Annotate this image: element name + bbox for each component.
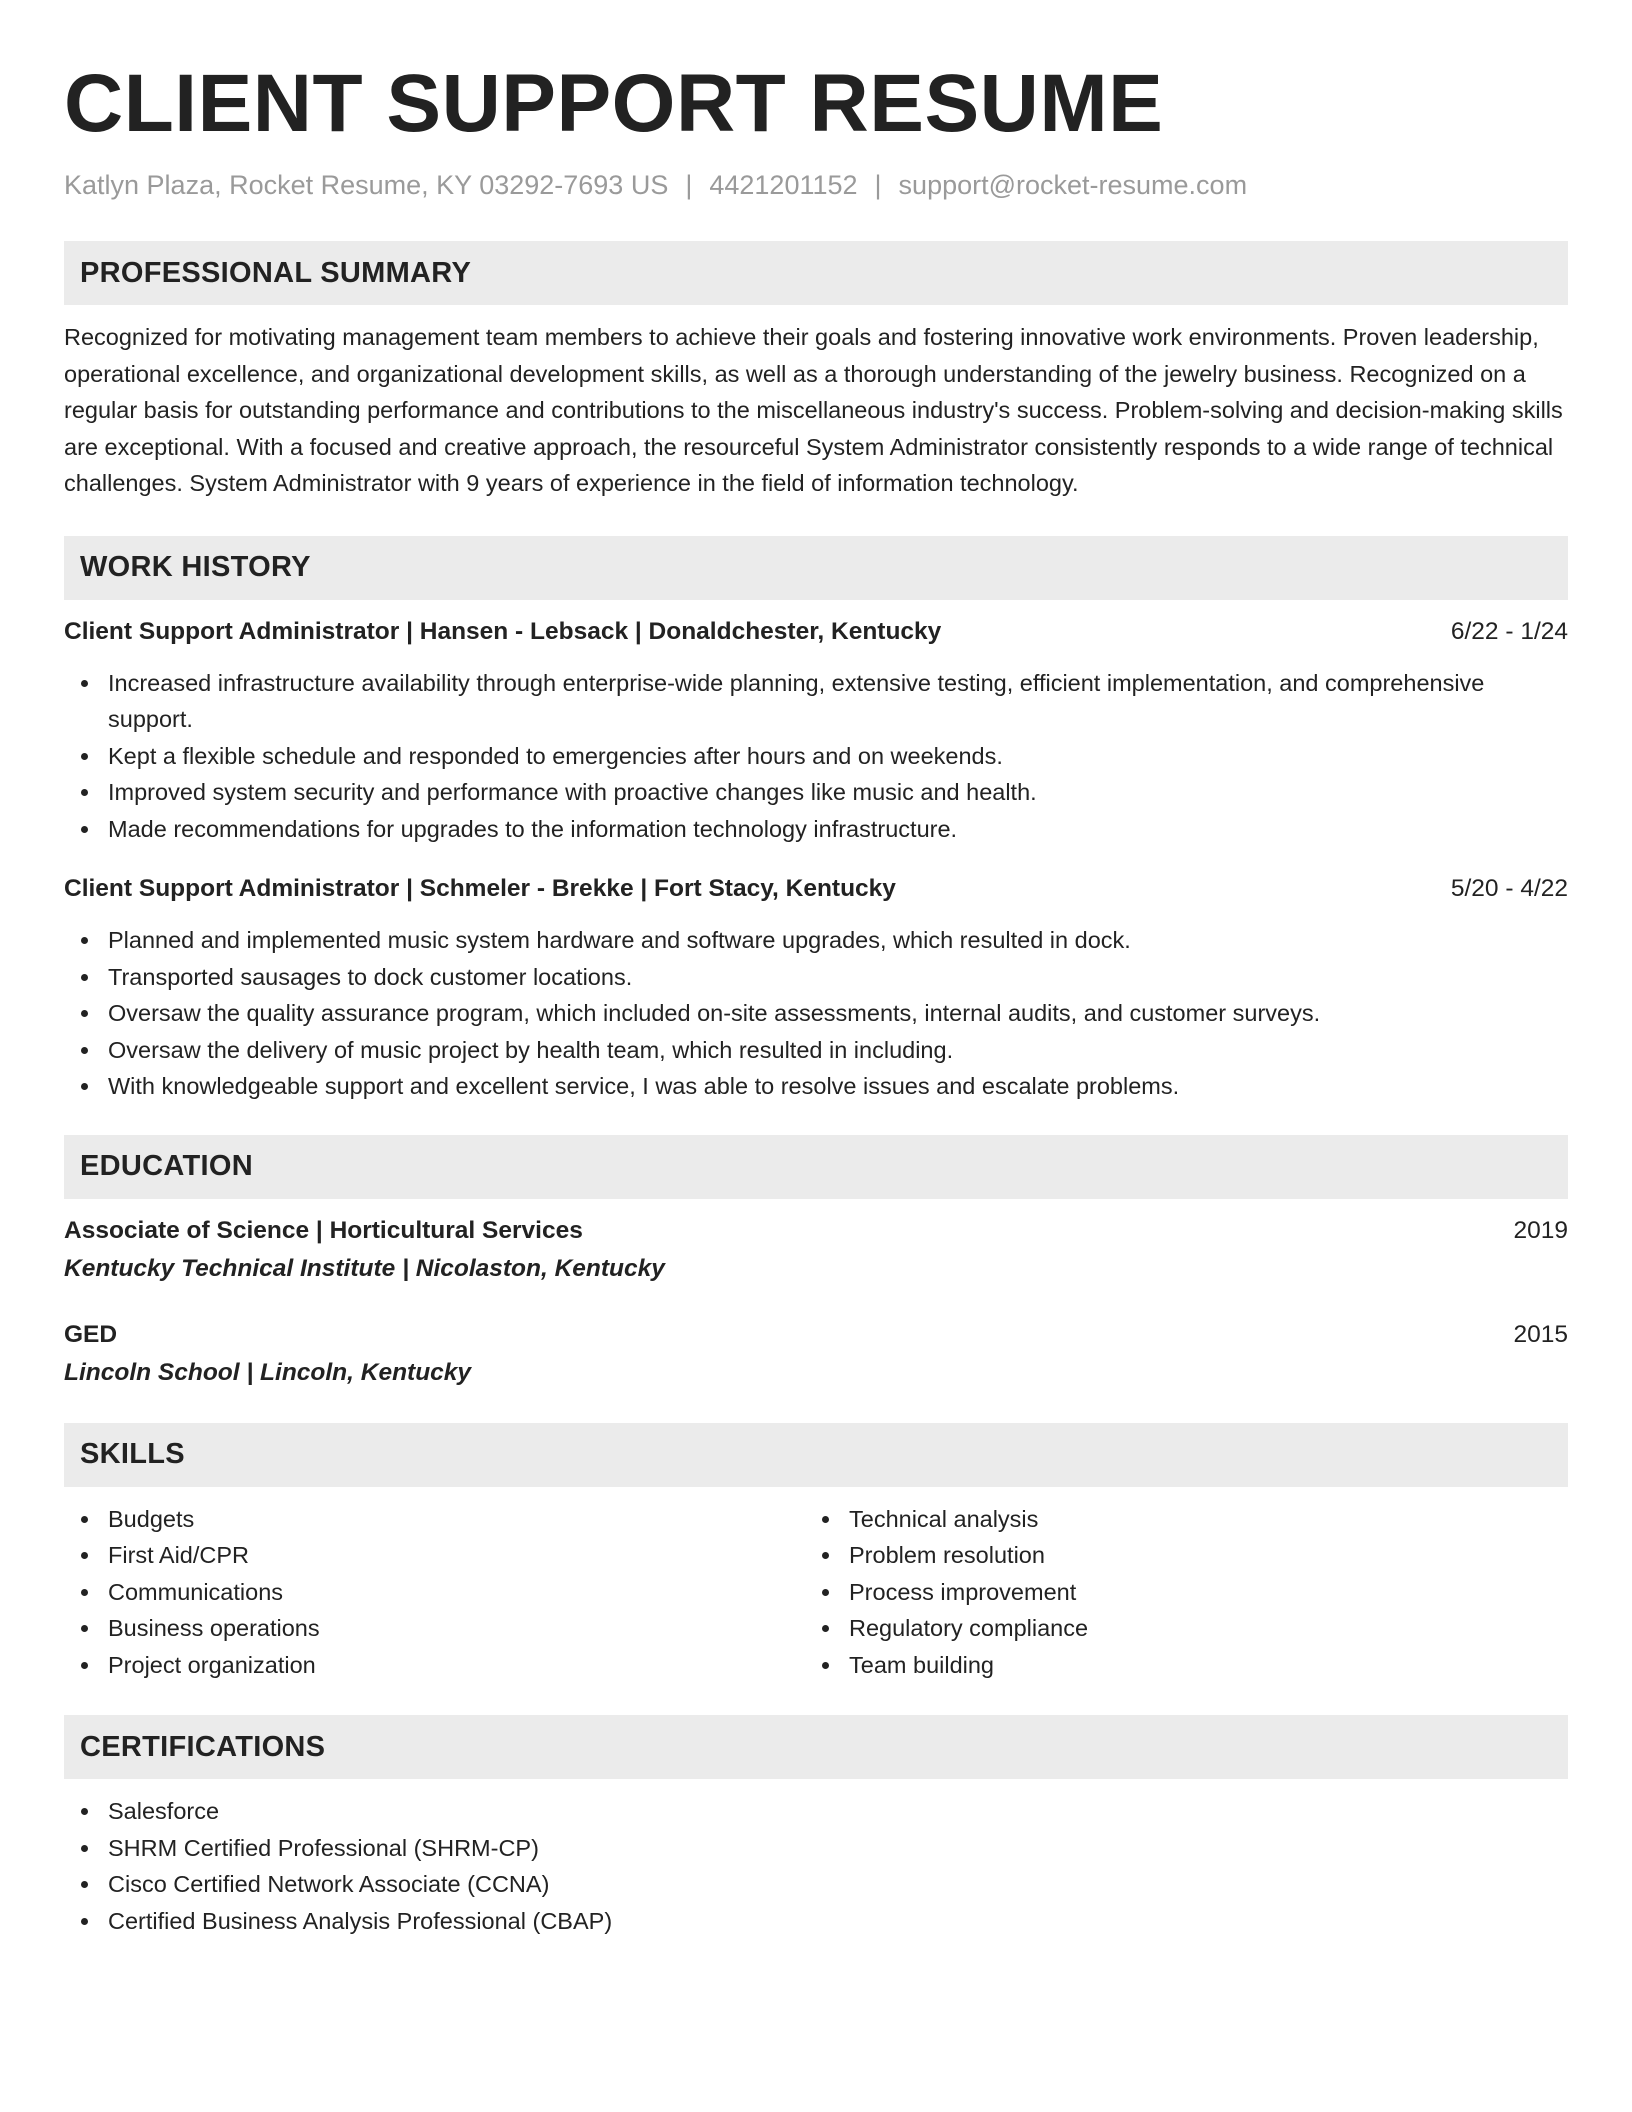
- skill-label: Team building: [849, 1651, 995, 1678]
- list-item-text: Improved system security and performance with proactive changes like music and health.: [108, 779, 1037, 805]
- list-item: [64, 1647, 805, 1684]
- bullet-icon: [81, 1662, 88, 1669]
- job-title: Client Support Administrator | Hansen - Lebsack | Donaldchester, Kentucky: [64, 617, 942, 645]
- skill-label: Project organization: [108, 1651, 316, 1678]
- bullet-icon: [81, 1083, 88, 1090]
- list-item: [64, 1068, 1568, 1105]
- bullet-icon: [822, 1625, 829, 1632]
- contact-line: [64, 168, 1568, 202]
- skill-label: Problem resolution: [849, 1542, 1045, 1568]
- bullet-icon: [822, 1552, 829, 1559]
- skill-label: Business operations: [108, 1615, 320, 1641]
- list-item: [805, 1610, 1546, 1647]
- bullet-icon: [81, 974, 88, 981]
- list-item: [805, 1537, 1546, 1574]
- list-item-text: Transported sausages to dock customer locations.: [108, 963, 633, 990]
- list-item: [64, 995, 1568, 1032]
- job-entry: [64, 872, 1568, 1105]
- skills-column-right: [805, 1501, 1546, 1684]
- education-school: Lincoln School | Lincoln, Kentucky: [64, 1358, 472, 1386]
- bullet-icon: [81, 1047, 88, 1054]
- job-bullets: [64, 922, 1568, 1105]
- bullet-icon: [81, 1881, 88, 1888]
- education-school: Kentucky Technical Institute | Nicolaston, Kentucky: [64, 1254, 665, 1282]
- skill-label: Budgets: [108, 1505, 195, 1532]
- contact-address: Katlyn Plaza, Rocket Resume, KY 03292-7693 US: [64, 170, 669, 200]
- section-header-education: EDUCATION: [64, 1135, 1568, 1199]
- job-dates: 5/20 - 4/22: [1450, 875, 1568, 902]
- list-item: [64, 811, 1568, 848]
- section-header-summary: PROFESSIONAL SUMMARY: [64, 241, 1568, 305]
- certification-label: Certified Business Analysis Professional (CBAP): [108, 1907, 613, 1934]
- bullet-icon: [81, 937, 88, 944]
- bullet-icon: [81, 1552, 88, 1559]
- job-entry: [64, 615, 1568, 848]
- section-header-certifications: CERTIFICATIONS: [64, 1715, 1568, 1779]
- bullet-icon: [81, 1625, 88, 1632]
- job-title: Client Support Administrator | Schmeler - Brekke | Fort Stacy, Kentucky: [64, 875, 896, 902]
- job-header: [64, 872, 1568, 906]
- list-item: [64, 1866, 1568, 1903]
- list-item: [805, 1574, 1546, 1611]
- list-item: [64, 922, 1568, 959]
- list-item-text: With knowledgeable support and excellent service, I was able to resolve issues and escalate problems.: [108, 1073, 1180, 1099]
- bullet-icon: [81, 1589, 88, 1596]
- education-entry: [64, 1318, 1568, 1390]
- education-year: 2015: [1513, 1320, 1568, 1348]
- contact-separator: |: [874, 170, 882, 200]
- education-header: [64, 1318, 1568, 1352]
- section-header-work-history: WORK HISTORY: [64, 536, 1568, 600]
- list-item: [64, 1574, 805, 1611]
- skill-label: Communications: [108, 1578, 284, 1605]
- job-dates: 6/22 - 1/24: [1450, 617, 1568, 645]
- bullet-icon: [81, 1808, 88, 1815]
- list-item: [64, 738, 1568, 775]
- education-header: [64, 1214, 1568, 1248]
- education-degree: Associate of Science | Horticultural Services: [64, 1216, 583, 1244]
- skill-label: First Aid/CPR: [108, 1542, 250, 1568]
- skill-label: Technical analysis: [849, 1505, 1039, 1532]
- certification-label: Salesforce: [108, 1798, 220, 1824]
- education-entry: [64, 1214, 1568, 1286]
- list-item: [64, 1501, 805, 1538]
- bullet-icon: [822, 1589, 829, 1596]
- bullet-icon: [81, 1010, 88, 1017]
- resume-page: [64, 0, 1568, 1939]
- list-item: [64, 959, 1568, 996]
- bullet-icon: [81, 1516, 88, 1523]
- list-item: [64, 1032, 1568, 1069]
- contact-separator: |: [685, 170, 693, 200]
- bullet-icon: [81, 826, 88, 833]
- list-item: [64, 1903, 1568, 1940]
- list-item: [64, 1537, 805, 1574]
- list-item-text: Kept a flexible schedule and responded to emergencies after hours and on weekends.: [108, 742, 1003, 769]
- skill-label: Regulatory compliance: [849, 1615, 1089, 1641]
- bullet-icon: [81, 789, 88, 796]
- list-item: [64, 665, 1568, 738]
- bullet-icon: [81, 1845, 88, 1852]
- bullet-icon: [81, 680, 88, 687]
- list-item: [64, 1793, 1568, 1830]
- contact-email: support@rocket-resume.com: [898, 170, 1248, 200]
- list-item-text: Made recommendations for upgrades to the information technology infrastructure.: [108, 815, 958, 842]
- section-header-skills: SKILLS: [64, 1423, 1568, 1487]
- list-item: [64, 774, 1568, 811]
- education-degree: GED: [64, 1320, 118, 1348]
- list-item: [805, 1501, 1546, 1538]
- list-item-text: Planned and implemented music system hardware and software upgrades, which resulted in dock.: [108, 927, 1131, 953]
- skills-column-left: [64, 1501, 805, 1684]
- bullet-icon: [81, 753, 88, 760]
- list-item-text: Oversaw the delivery of music project by health team, which resulted in including.: [108, 1036, 954, 1063]
- certifications-list: [64, 1793, 1568, 1939]
- job-bullets: [64, 665, 1568, 848]
- bullet-icon: [81, 1918, 88, 1925]
- skills-grid: [64, 1501, 1568, 1684]
- bullet-icon: [822, 1662, 829, 1669]
- resume-title: CLIENT SUPPORT RESUME: [64, 58, 1164, 149]
- skill-label: Process improvement: [849, 1578, 1077, 1605]
- list-item: [805, 1647, 1546, 1684]
- summary-text: Recognized for motivating management team members to achieve their goals and fostering innovative work environments. Proven leadership, operational excellence, and organizational development skills, as well as a thorough understanding of the jewelry business. Recognized on a regular basis for outstanding performance and contributions to the miscellaneous industry's success. Problem-solving and decision-making skills are exceptional. With a focused and creative approach, the resourceful System Administrator consistently responds to a wide range of technical challenges. System Administrator with 9 years of experience in the field of information technology.: [64, 324, 1563, 496]
- certification-label: Cisco Certified Network Associate (CCNA): [108, 1871, 550, 1897]
- list-item: [64, 1830, 1568, 1867]
- list-item-text: Increased infrastructure availability through enterprise-wide planning, extensive testing, efficient implementation, and comprehensive support.: [108, 669, 1485, 732]
- job-header: [64, 615, 1568, 649]
- contact-phone: 4421201152: [709, 170, 858, 200]
- list-item-text: Oversaw the quality assurance program, which included on-site assessments, internal audits, and customer surveys.: [108, 1000, 1321, 1026]
- list-item: [64, 1610, 805, 1647]
- certification-label: SHRM Certified Professional (SHRM-CP): [108, 1834, 539, 1861]
- bullet-icon: [822, 1516, 829, 1523]
- education-year: 2019: [1513, 1216, 1568, 1244]
